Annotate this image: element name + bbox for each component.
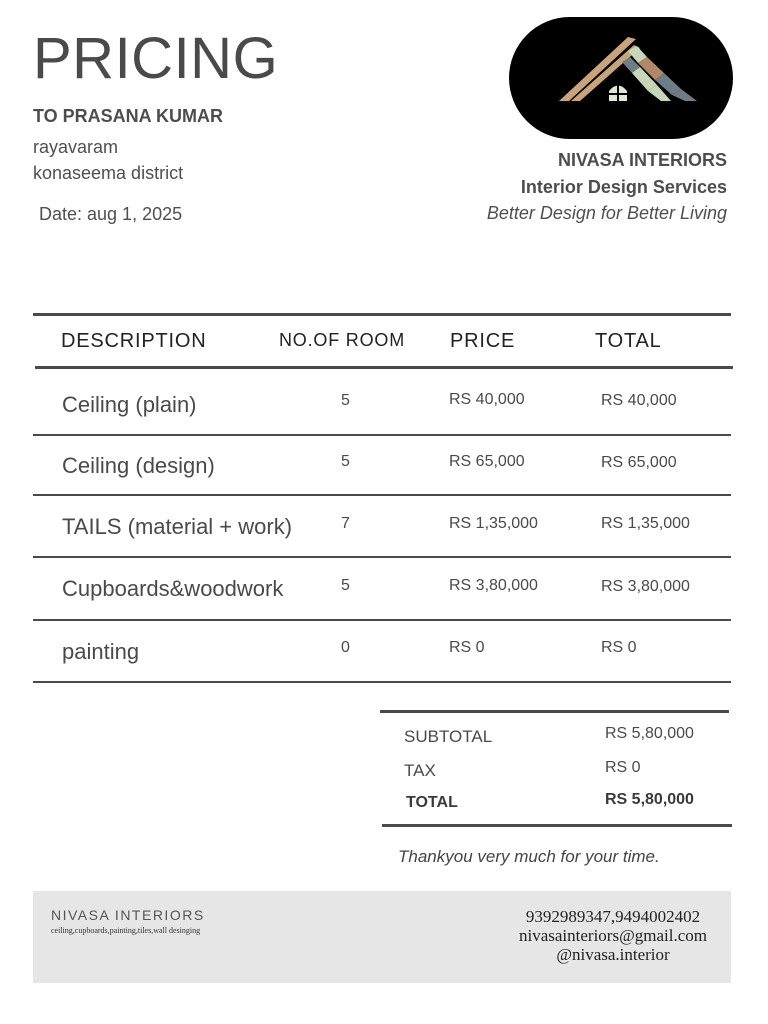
row-rooms: 5 (341, 453, 350, 470)
row-divider (33, 434, 731, 436)
row-rooms: 5 (341, 577, 350, 594)
row-description: Ceiling (plain) (62, 392, 197, 417)
company-name: NIVASA INTERIORS (557, 150, 727, 170)
table-header-rule (35, 366, 733, 369)
column-header-total: TOTAL (595, 330, 662, 352)
tax-value: RS 0 (605, 759, 641, 776)
table-top-rule (33, 313, 731, 316)
row-divider (33, 494, 731, 496)
subtotal-label: SUBTOTAL (404, 727, 493, 746)
row-description: Ceiling (design) (62, 453, 215, 478)
row-description: TAILS (material + work) (62, 514, 293, 539)
company-services: Interior Design Services (520, 177, 727, 197)
footer-social-handle[interactable]: @nivasa.interior (556, 945, 670, 964)
company-tagline: Better Design for Better Living (486, 203, 727, 223)
summary-bottom-rule (382, 824, 732, 827)
summary-top-rule (380, 710, 729, 713)
row-description: Cupboards&woodwork (62, 576, 284, 601)
row-rooms: 5 (341, 392, 350, 409)
row-divider (33, 619, 731, 621)
footer-brand: NIVASA INTERIORS (51, 907, 205, 923)
row-total: RS 65,000 (601, 454, 677, 471)
page-title: PRICING (33, 26, 279, 91)
row-description: painting (62, 639, 140, 664)
recipient-name: TO PRASANA KUMAR (33, 106, 224, 126)
thank-you-note: Thankyou very much for your time. (398, 847, 660, 866)
total-value: RS 5,80,000 (605, 791, 694, 808)
house-roof-logo-icon (509, 17, 733, 139)
invoice-date: Date: aug 1, 2025 (39, 204, 183, 224)
row-price: RS 40,000 (449, 391, 525, 408)
column-header-price: PRICE (450, 330, 516, 352)
row-price: RS 65,000 (449, 453, 525, 470)
table-bottom-rule (33, 681, 731, 683)
row-total: RS 1,35,000 (601, 515, 690, 532)
column-header-description: DESCRIPTION (61, 330, 207, 352)
row-rooms: 7 (341, 515, 350, 532)
subtotal-value: RS 5,80,000 (605, 725, 694, 742)
recipient-address-line2: konaseema district (33, 163, 184, 183)
row-price: RS 1,35,000 (449, 515, 538, 532)
row-total: RS 40,000 (601, 392, 677, 409)
footer-services: ceiling,cupboards,painting,tiles,wall desinging (51, 926, 201, 935)
footer-email[interactable]: nivasainteriors@gmail.com (519, 926, 707, 945)
recipient-address-line1: rayavaram (33, 137, 119, 157)
tax-label: TAX (404, 761, 436, 780)
row-price: RS 0 (449, 639, 485, 656)
column-header-rooms: NO.OF ROOM (279, 330, 405, 350)
total-label: TOTAL (406, 794, 458, 811)
row-price: RS 3,80,000 (449, 577, 538, 594)
footer-phones: 9392989347,9494002402 (525, 907, 701, 926)
row-total: RS 0 (601, 639, 637, 656)
row-total: RS 3,80,000 (601, 578, 690, 595)
row-rooms: 0 (341, 639, 350, 656)
company-logo (509, 17, 733, 139)
row-divider (33, 556, 731, 558)
